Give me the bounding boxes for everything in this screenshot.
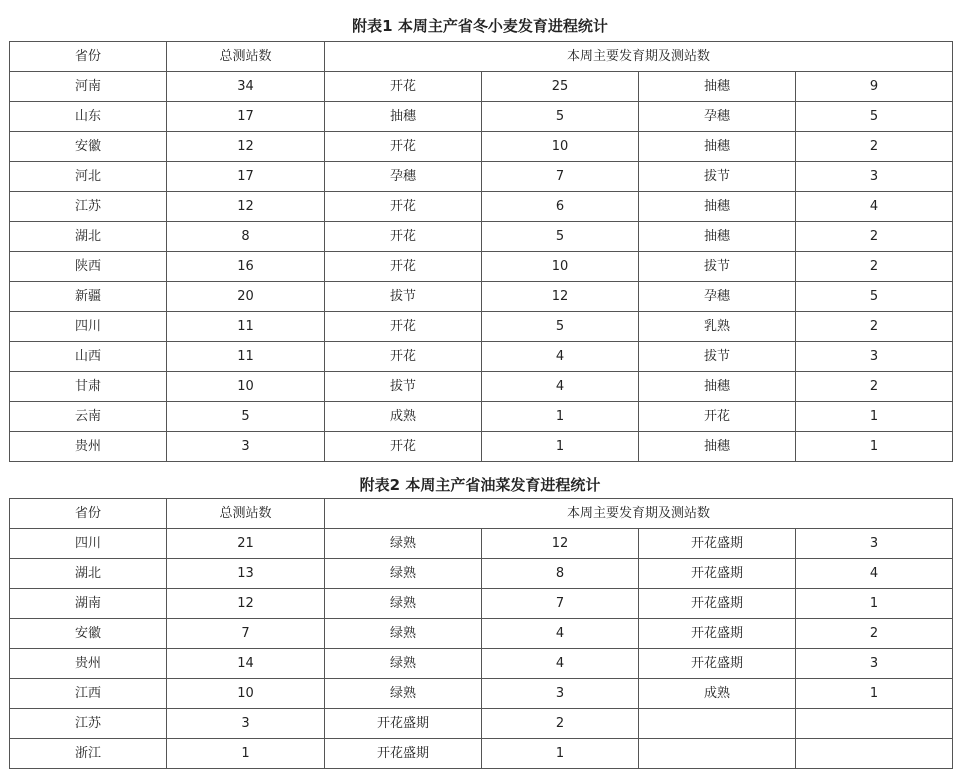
cell-stage-1: 开花 [325,432,482,462]
cell-total-stations: 3 [167,709,325,739]
cell-stage-1: 绿熟 [325,529,482,559]
cell-stage-1: 绿熟 [325,679,482,709]
table-row [10,312,953,342]
cell-stage-2: 拔节 [639,252,796,282]
cell-count-1: 2 [482,709,639,739]
cell-total-stations: 17 [167,162,325,192]
cell-total-stations: 5 [167,402,325,432]
table-row [10,402,953,432]
cell-stage-1: 开花 [325,342,482,372]
cell-stage-2: 抽穗 [639,192,796,222]
cell-stage-2 [639,739,796,769]
cell-stage-1: 开花 [325,72,482,102]
cell-count-2: 3 [796,162,953,192]
cell-count-1: 5 [482,312,639,342]
cell-province: 甘肃 [10,372,167,402]
cell-count-1: 4 [482,619,639,649]
wheat-table-body [10,42,953,462]
table-row [10,252,953,282]
cell-count-2: 1 [796,402,953,432]
cell-count-2: 4 [796,559,953,589]
header-stage-group: 本周主要发育期及测站数 [325,42,953,72]
cell-stage-1: 绿熟 [325,589,482,619]
cell-stage-1: 拔节 [325,372,482,402]
cell-stage-1: 成熟 [325,402,482,432]
table-row [10,222,953,252]
cell-count-1: 7 [482,162,639,192]
cell-count-1: 5 [482,102,639,132]
cell-province: 浙江 [10,739,167,769]
cell-province: 河南 [10,72,167,102]
table-row [10,529,953,559]
table-row [10,372,953,402]
cell-province: 山东 [10,102,167,132]
cell-count-1: 10 [482,252,639,282]
cell-stage-2: 成熟 [639,679,796,709]
cell-count-1: 1 [482,432,639,462]
cell-count-2: 2 [796,372,953,402]
cell-total-stations: 10 [167,679,325,709]
cell-total-stations: 1 [167,739,325,769]
table1-title: 附表1 本周主产省冬小麦发育进程统计 [352,17,608,35]
cell-stage-2: 抽穗 [639,132,796,162]
cell-stage-2: 开花盛期 [639,649,796,679]
cell-stage-1: 拔节 [325,282,482,312]
cell-stage-2: 抽穗 [639,72,796,102]
cell-province: 山西 [10,342,167,372]
cell-count-1: 12 [482,282,639,312]
cell-count-1: 1 [482,739,639,769]
cell-province: 河北 [10,162,167,192]
cell-stage-1: 开花 [325,132,482,162]
table-row [10,739,953,769]
cell-count-2: 1 [796,432,953,462]
cell-stage-2: 抽穗 [639,222,796,252]
table-row [10,342,953,372]
cell-count-2: 2 [796,252,953,282]
cell-province: 贵州 [10,432,167,462]
cell-count-2: 2 [796,132,953,162]
table-row [10,589,953,619]
table-row [10,432,953,462]
cell-province: 湖南 [10,589,167,619]
cell-count-2: 3 [796,649,953,679]
cell-stage-2: 抽穗 [639,372,796,402]
cell-province: 新疆 [10,282,167,312]
header-total-stations: 总测站数 [167,499,325,529]
cell-count-2: 2 [796,222,953,252]
cell-count-2: 1 [796,679,953,709]
cell-total-stations: 12 [167,192,325,222]
cell-total-stations: 11 [167,342,325,372]
cell-total-stations: 10 [167,372,325,402]
cell-province: 贵州 [10,649,167,679]
header-stage-group: 本周主要发育期及测站数 [325,499,953,529]
cell-stage-1: 开花盛期 [325,709,482,739]
cell-count-1: 10 [482,132,639,162]
cell-count-2: 1 [796,589,953,619]
table-row [10,102,953,132]
cell-stage-1: 绿熟 [325,619,482,649]
cell-count-2: 5 [796,282,953,312]
cell-stage-1: 开花 [325,252,482,282]
cell-count-2 [796,709,953,739]
table2-title: 附表2 本周主产省油菜发育进程统计 [359,476,601,494]
cell-stage-2: 拔节 [639,342,796,372]
cell-total-stations: 3 [167,432,325,462]
table-row [10,679,953,709]
cell-count-1: 4 [482,649,639,679]
cell-province: 安徽 [10,619,167,649]
cell-total-stations: 13 [167,559,325,589]
cell-stage-2: 抽穗 [639,432,796,462]
cell-count-2 [796,739,953,769]
cell-total-stations: 7 [167,619,325,649]
table-header-row [10,499,953,529]
cell-province: 云南 [10,402,167,432]
cell-province: 湖北 [10,222,167,252]
cell-stage-1: 开花 [325,192,482,222]
cell-count-1: 3 [482,679,639,709]
cell-total-stations: 12 [167,589,325,619]
cell-count-1: 5 [482,222,639,252]
cell-count-2: 5 [796,102,953,132]
cell-total-stations: 34 [167,72,325,102]
header-province: 省份 [10,42,167,72]
cell-total-stations: 20 [167,282,325,312]
cell-stage-1: 开花 [325,312,482,342]
cell-stage-1: 绿熟 [325,649,482,679]
cell-total-stations: 11 [167,312,325,342]
header-total-stations: 总测站数 [167,42,325,72]
table-row [10,282,953,312]
cell-count-1: 8 [482,559,639,589]
cell-count-2: 2 [796,619,953,649]
cell-stage-2: 拔节 [639,162,796,192]
cell-stage-2: 开花盛期 [639,529,796,559]
cell-stage-1: 开花盛期 [325,739,482,769]
cell-stage-2: 开花盛期 [639,619,796,649]
cell-stage-1: 抽穗 [325,102,482,132]
cell-province: 江苏 [10,192,167,222]
table-row [10,162,953,192]
cell-count-2: 2 [796,312,953,342]
cell-count-1: 25 [482,72,639,102]
table-row [10,132,953,162]
cell-count-1: 1 [482,402,639,432]
rapeseed-table-body [10,499,953,769]
cell-count-1: 6 [482,192,639,222]
wheat-progress-table [9,41,953,462]
rapeseed-progress-table [9,498,953,769]
cell-province: 江苏 [10,709,167,739]
cell-count-2: 3 [796,529,953,559]
cell-province: 四川 [10,312,167,342]
cell-count-1: 4 [482,372,639,402]
cell-province: 湖北 [10,559,167,589]
cell-total-stations: 12 [167,132,325,162]
cell-stage-2: 开花盛期 [639,589,796,619]
table-row [10,619,953,649]
cell-stage-1: 孕穗 [325,162,482,192]
table-row [10,72,953,102]
cell-stage-1: 开花 [325,222,482,252]
cell-total-stations: 21 [167,529,325,559]
cell-stage-2: 开花盛期 [639,559,796,589]
cell-stage-2: 孕穗 [639,102,796,132]
cell-total-stations: 17 [167,102,325,132]
cell-count-1: 4 [482,342,639,372]
table-row [10,649,953,679]
cell-count-1: 7 [482,589,639,619]
cell-total-stations: 14 [167,649,325,679]
cell-count-2: 9 [796,72,953,102]
cell-stage-2 [639,709,796,739]
table-row [10,709,953,739]
cell-stage-1: 绿熟 [325,559,482,589]
table-row [10,192,953,222]
table-header-row [10,42,953,72]
cell-province: 安徽 [10,132,167,162]
cell-province: 四川 [10,529,167,559]
cell-total-stations: 16 [167,252,325,282]
table-row [10,559,953,589]
cell-total-stations: 8 [167,222,325,252]
cell-province: 江西 [10,679,167,709]
cell-province: 陕西 [10,252,167,282]
cell-count-1: 12 [482,529,639,559]
cell-stage-2: 开花 [639,402,796,432]
header-province: 省份 [10,499,167,529]
cell-count-2: 3 [796,342,953,372]
cell-stage-2: 乳熟 [639,312,796,342]
cell-stage-2: 孕穗 [639,282,796,312]
cell-count-2: 4 [796,192,953,222]
